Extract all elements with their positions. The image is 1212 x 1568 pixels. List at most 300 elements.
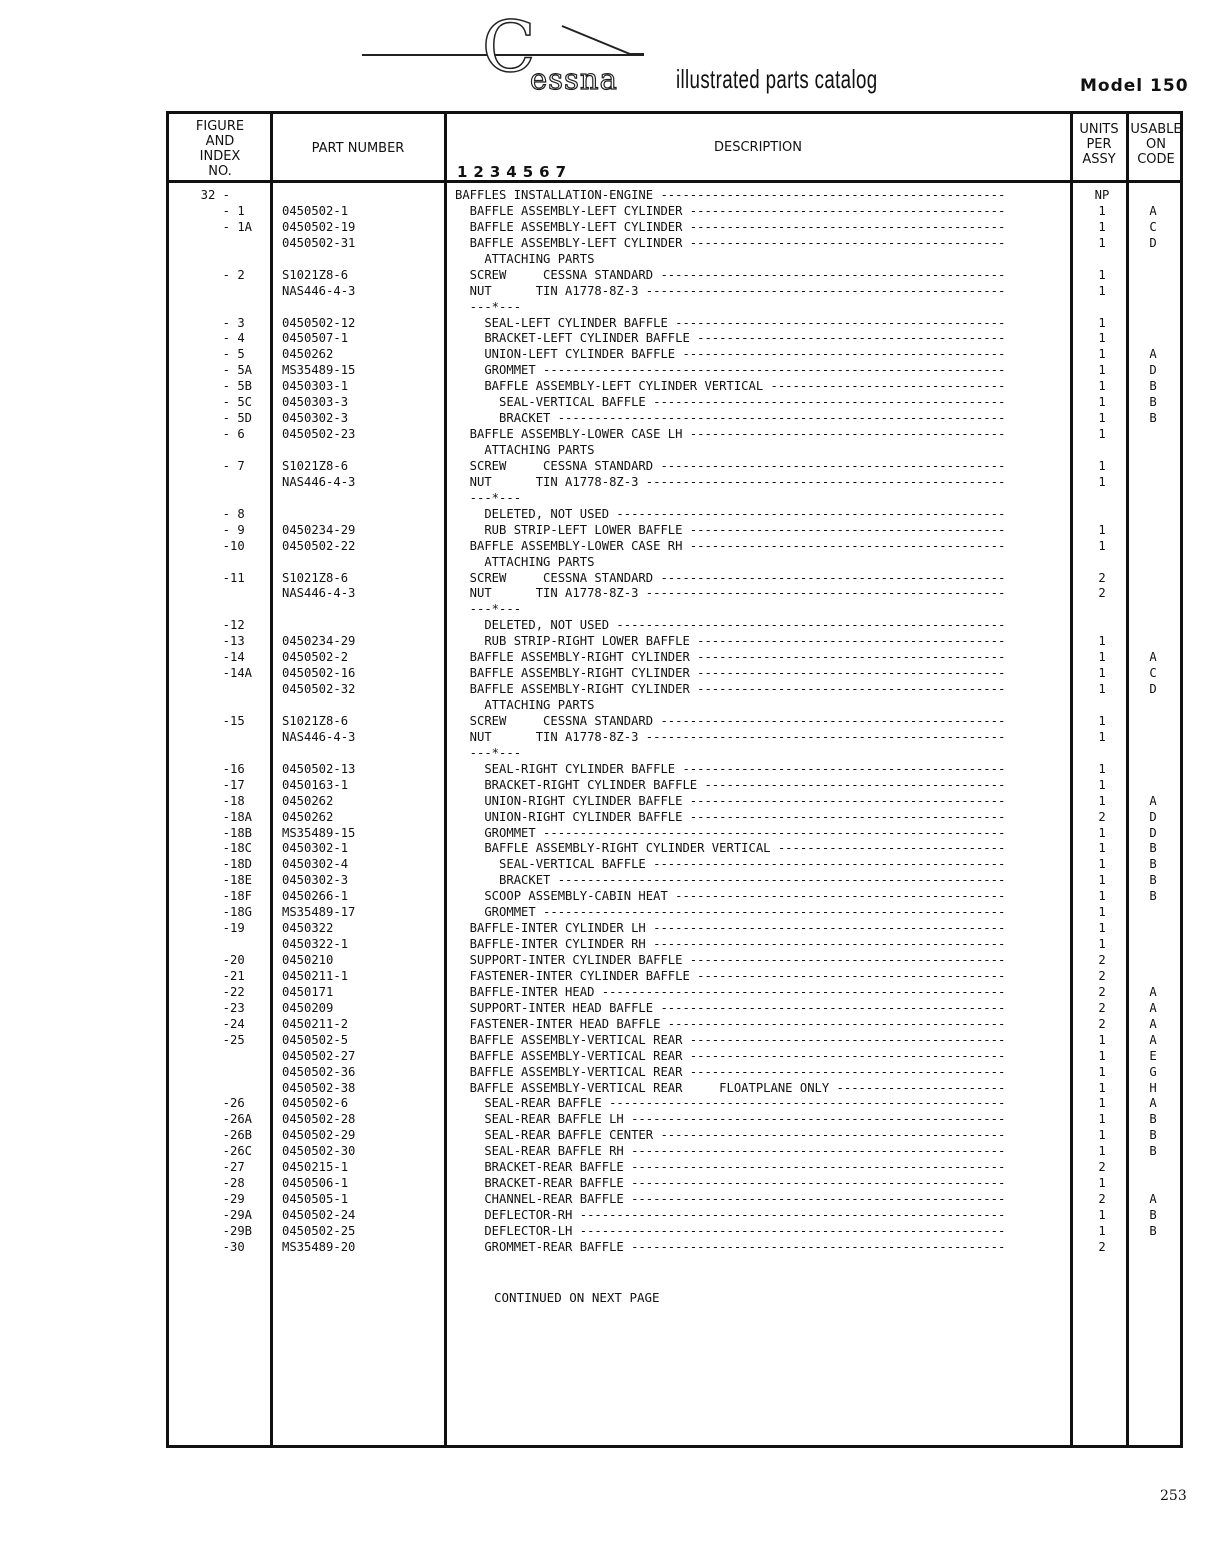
- part-description: DEFLECTOR-RH ----------------------------------------------------------: [455, 1208, 1006, 1222]
- table-row: [0, 698, 1212, 714]
- part-number: 0450215-1: [282, 1160, 349, 1175]
- units-per-assy: 1: [1098, 538, 1106, 553]
- part-description: GROMMET ---------------------------------------------------------------: [455, 905, 1006, 920]
- figure-index: -29A: [222, 1208, 252, 1222]
- figure-index: - 1: [222, 203, 252, 218]
- part-number: 0450502-31: [282, 235, 356, 250]
- figure-index: -17: [222, 777, 252, 792]
- units-per-assy: 1: [1098, 347, 1106, 362]
- part-description: SCOOP ASSEMBLY-CABIN HEAT ---------------------------------------------: [455, 889, 1006, 904]
- figure-index: -19: [222, 921, 252, 936]
- table-row: [0, 363, 1212, 379]
- table-row: [0, 810, 1212, 826]
- part-description: SCREW CESSNA STANDARD -----------------------------------------------: [455, 570, 1006, 585]
- units-per-assy: 1: [1098, 777, 1106, 792]
- table-row: [0, 586, 1212, 602]
- units-per-assy: 1: [1098, 411, 1106, 426]
- part-number: MS35489-20: [282, 1239, 356, 1254]
- units-per-assy: 1: [1098, 458, 1106, 473]
- figure-index: 32 -: [200, 188, 252, 202]
- figure-index: - 9: [222, 522, 252, 537]
- table-row: [0, 268, 1212, 284]
- col-header-description: DESCRIPTION: [714, 140, 802, 155]
- part-description: BAFFLE ASSEMBLY-RIGHT CYLINDER ------------------------------------------: [455, 666, 1006, 681]
- units-per-assy: 1: [1098, 921, 1106, 936]
- table-row: [0, 395, 1212, 411]
- model-label: Model 150: [1080, 76, 1189, 96]
- part-description: BAFFLE ASSEMBLY-RIGHT CYLINDER ------------------------------------------: [455, 650, 1006, 665]
- part-description: SEAL-REAR BAFFLE CENTER -----------------------------------------------: [455, 1128, 1006, 1143]
- table-row: [0, 1017, 1212, 1033]
- figure-index: -26B: [222, 1128, 252, 1143]
- figure-index: -30: [222, 1239, 252, 1254]
- usable-on-code: A: [1149, 1096, 1157, 1111]
- figure-index: -21: [222, 968, 252, 983]
- part-number: 0450502-2: [282, 650, 349, 665]
- table-row: [0, 475, 1212, 491]
- units-per-assy: 1: [1098, 729, 1106, 744]
- part-description: FASTENER-INTER HEAD BAFFLE ----------------------------------------------: [455, 1016, 1006, 1031]
- units-per-assy: 1: [1098, 713, 1106, 728]
- part-description: BRACKET -------------------------------------------------------------: [455, 411, 1006, 426]
- usable-on-code: B: [1149, 841, 1157, 856]
- table-row: [0, 826, 1212, 842]
- part-description: BAFFLES INSTALLATION-ENGINE -----------------------------------------------: [455, 188, 1006, 202]
- figure-index: -10: [222, 538, 252, 553]
- part-description: SEAL-REAR BAFFLE LH ---------------------------------------------------: [455, 1112, 1006, 1127]
- table-row: [0, 714, 1212, 730]
- part-description: UNION-LEFT CYLINDER BAFFLE --------------------------------------------: [455, 347, 1006, 362]
- part-number: 0450502-16: [282, 666, 356, 681]
- units-per-assy: 1: [1098, 235, 1106, 250]
- table-row: [0, 188, 1212, 204]
- part-number: 0450502-38: [282, 1080, 356, 1095]
- figure-index: -11: [222, 570, 252, 585]
- units-per-assy: 1: [1098, 331, 1106, 346]
- part-description: SEAL-REAR BAFFLE ------------------------------------------------------: [455, 1096, 1006, 1111]
- part-description: UNION-RIGHT CYLINDER BAFFLE -------------------------------------------: [455, 809, 1006, 824]
- usable-on-code: B: [1149, 411, 1157, 426]
- table-row: [0, 1049, 1212, 1065]
- units-per-assy: 1: [1098, 1144, 1106, 1159]
- part-description: NUT TIN A1778-8Z-3 -------------------------------------------------: [455, 729, 1006, 744]
- units-per-assy: 1: [1098, 363, 1106, 378]
- units-per-assy: 1: [1098, 905, 1106, 920]
- table-row: [0, 634, 1212, 650]
- part-number: 0450303-1: [282, 379, 349, 394]
- part-number: 0450171: [282, 984, 334, 999]
- table-row: [0, 427, 1212, 443]
- part-description: GROMMET ---------------------------------------------------------------: [455, 825, 1006, 840]
- part-description: BAFFLE ASSEMBLY-LEFT CYLINDER -------------------------------------------: [455, 235, 1006, 250]
- table-row: [0, 1208, 1212, 1224]
- logo-arrow-icon: [560, 20, 650, 60]
- units-per-assy: 1: [1098, 634, 1106, 649]
- part-number: 0450502-6: [282, 1096, 349, 1111]
- usable-on-code: B: [1149, 889, 1157, 904]
- part-number: S1021Z8-6: [282, 267, 349, 282]
- usable-on-code: B: [1149, 1208, 1157, 1222]
- table-row: [0, 1160, 1212, 1176]
- usable-on-code: B: [1149, 1223, 1157, 1238]
- part-description: ATTACHING PARTS: [455, 251, 595, 266]
- table-row: [0, 1001, 1212, 1017]
- part-number: 0450506-1: [282, 1176, 349, 1191]
- part-description: DELETED, NOT USED -----------------------------------------------------: [455, 618, 1006, 633]
- part-number: 0450302-3: [282, 411, 349, 426]
- units-per-assy: 2: [1098, 809, 1106, 824]
- part-number: 0450502-22: [282, 538, 356, 553]
- figure-index: -18C: [222, 841, 252, 856]
- col-header-part-number: PART NUMBER: [311, 141, 405, 156]
- table-row: [0, 953, 1212, 969]
- units-per-assy: 1: [1098, 203, 1106, 218]
- figure-index: - 5D: [222, 411, 252, 426]
- figure-index: -24: [222, 1016, 252, 1031]
- table-row: [0, 284, 1212, 300]
- units-per-assy: 1: [1098, 1128, 1106, 1143]
- figure-index: -14: [222, 650, 252, 665]
- table-row: [0, 650, 1212, 666]
- part-description: BRACKET-RIGHT CYLINDER BAFFLE -----------------------------------------: [455, 777, 1006, 792]
- usable-on-code: D: [1149, 809, 1157, 824]
- part-number: 0450502-27: [282, 1048, 356, 1063]
- part-number: 0450502-36: [282, 1064, 356, 1079]
- figure-index: -29B: [222, 1223, 252, 1238]
- table-row: [0, 507, 1212, 523]
- units-per-assy: 1: [1098, 1032, 1106, 1047]
- part-description: UNION-RIGHT CYLINDER BAFFLE -------------------------------------------: [455, 793, 1006, 808]
- page-header: [0, 0, 1212, 110]
- part-description: BAFFLE ASSEMBLY-VERTICAL REAR -------------------------------------------: [455, 1032, 1006, 1047]
- part-description: BRACKET-LEFT CYLINDER BAFFLE ------------------------------------------: [455, 331, 1006, 346]
- table-row: [0, 762, 1212, 778]
- figure-index: -18: [222, 793, 252, 808]
- part-description: BAFFLE ASSEMBLY-LOWER CASE LH -------------------------------------------: [455, 427, 1006, 442]
- part-description: GROMMET ---------------------------------------------------------------: [455, 363, 1006, 378]
- table-row: [0, 730, 1212, 746]
- figure-index: -15: [222, 713, 252, 728]
- figure-index: -29: [222, 1192, 252, 1207]
- units-per-assy: 2: [1098, 984, 1106, 999]
- part-number: 0450502-32: [282, 682, 356, 697]
- table-row: [0, 1224, 1212, 1240]
- table-row: [0, 459, 1212, 475]
- table-row: [0, 682, 1212, 698]
- part-number: 0450502-19: [282, 219, 356, 234]
- part-description: SCREW CESSNA STANDARD -----------------------------------------------: [455, 713, 1006, 728]
- part-number: 0450302-4: [282, 857, 349, 872]
- figure-index: - 6: [222, 427, 252, 442]
- table-row: [0, 379, 1212, 395]
- units-per-assy: 2: [1098, 1239, 1106, 1254]
- catalog-title: illustrated parts catalog: [676, 64, 878, 94]
- table-row: [0, 1096, 1212, 1112]
- table-row: [0, 666, 1212, 682]
- part-number: 0450505-1: [282, 1192, 349, 1207]
- part-description: BAFFLE-INTER HEAD -------------------------------------------------------: [455, 984, 1006, 999]
- usable-on-code: D: [1149, 682, 1157, 697]
- part-description: BAFFLE ASSEMBLY-VERTICAL REAR FLOATPLANE ONLY -----------------------: [455, 1080, 1006, 1095]
- page-number: 253: [1160, 1488, 1187, 1504]
- table-row: [0, 316, 1212, 332]
- figure-index: -20: [222, 953, 252, 967]
- continued-note: CONTINUED ON NEXT PAGE: [494, 1290, 660, 1305]
- part-description: SCREW CESSNA STANDARD -----------------------------------------------: [455, 458, 1006, 473]
- part-number: 0450502-28: [282, 1112, 356, 1127]
- table-row: [0, 220, 1212, 236]
- table-row: [0, 1081, 1212, 1097]
- table-row: [0, 873, 1212, 889]
- usable-on-code: B: [1149, 1112, 1157, 1127]
- usable-on-code: A: [1149, 347, 1157, 362]
- part-number: 0450302-3: [282, 873, 349, 888]
- part-description: BAFFLE ASSEMBLY-LEFT CYLINDER -------------------------------------------: [455, 219, 1006, 234]
- logo-wordmark: essna: [530, 62, 618, 96]
- usable-on-code: D: [1149, 235, 1157, 250]
- usable-on-code: A: [1149, 203, 1157, 218]
- part-description: BAFFLE-INTER CYLINDER LH ------------------------------------------------: [455, 921, 1006, 936]
- table-row: [0, 491, 1212, 507]
- part-number: 0450210: [282, 953, 334, 967]
- units-per-assy: 1: [1098, 1048, 1106, 1063]
- col-header-units: UNITS PER ASSY: [1079, 122, 1119, 167]
- part-description: SEAL-RIGHT CYLINDER BAFFLE --------------------------------------------: [455, 761, 1006, 776]
- usable-on-code: D: [1149, 363, 1157, 378]
- part-number: 0450502-1: [282, 203, 349, 218]
- part-number: 0450502-24: [282, 1208, 356, 1222]
- table-row: [0, 555, 1212, 571]
- usable-on-code: D: [1149, 825, 1157, 840]
- table-row: [0, 857, 1212, 873]
- table-row: [0, 1128, 1212, 1144]
- units-per-assy: 1: [1098, 682, 1106, 697]
- units-per-assy: 2: [1098, 1000, 1106, 1015]
- part-number: 0450163-1: [282, 777, 349, 792]
- logo-initial: C: [482, 6, 536, 88]
- part-number: MS35489-15: [282, 363, 356, 378]
- part-number: NAS446-4-3: [282, 586, 356, 601]
- usable-on-code: B: [1149, 1128, 1157, 1143]
- parts-list: [0, 188, 1212, 1256]
- figure-index: -18E: [222, 873, 252, 888]
- part-description: ATTACHING PARTS: [455, 554, 595, 569]
- figure-index: - 5A: [222, 363, 252, 378]
- table-row: [0, 1112, 1212, 1128]
- part-number: 0450262: [282, 347, 334, 362]
- figure-index: - 8: [222, 506, 252, 521]
- table-row: [0, 300, 1212, 316]
- part-description: BAFFLE ASSEMBLY-VERTICAL REAR -------------------------------------------: [455, 1064, 1006, 1079]
- units-per-assy: 1: [1098, 522, 1106, 537]
- units-per-assy: 1: [1098, 1112, 1106, 1127]
- units-per-assy: 1: [1098, 841, 1106, 856]
- col-header-figure: FIGURE AND INDEX NO.: [195, 119, 245, 179]
- table-row: [0, 1144, 1212, 1160]
- part-description: NUT TIN A1778-8Z-3 -------------------------------------------------: [455, 474, 1006, 489]
- usable-on-code: A: [1149, 1192, 1157, 1207]
- figure-index: -14A: [222, 666, 252, 681]
- usable-on-code: A: [1149, 1000, 1157, 1015]
- units-per-assy: 1: [1098, 1223, 1106, 1238]
- part-number: 0450262: [282, 809, 334, 824]
- part-description: RUB STRIP-LEFT LOWER BAFFLE -------------------------------------------: [455, 522, 1006, 537]
- figure-index: -18D: [222, 857, 252, 872]
- part-description: DELETED, NOT USED -----------------------------------------------------: [455, 506, 1006, 521]
- part-number: 0450322: [282, 921, 334, 936]
- part-number: S1021Z8-6: [282, 458, 349, 473]
- usable-on-code: A: [1149, 1016, 1157, 1031]
- part-description: GROMMET-REAR BAFFLE ---------------------------------------------------: [455, 1239, 1006, 1254]
- units-per-assy: 1: [1098, 1080, 1106, 1095]
- part-number: S1021Z8-6: [282, 570, 349, 585]
- part-number: S1021Z8-6: [282, 713, 349, 728]
- units-per-assy: 1: [1098, 873, 1106, 888]
- figure-index: -18A: [222, 809, 252, 824]
- units-per-assy: 1: [1098, 650, 1106, 665]
- table-row: [0, 969, 1212, 985]
- table-row: [0, 523, 1212, 539]
- part-description: BAFFLE ASSEMBLY-RIGHT CYLINDER VERTICAL -------------------------------: [455, 841, 1006, 856]
- part-description: SEAL-LEFT CYLINDER BAFFLE ---------------------------------------------: [455, 315, 1006, 330]
- table-row: [0, 889, 1212, 905]
- usable-on-code: A: [1149, 1032, 1157, 1047]
- figure-index: - 5C: [222, 395, 252, 410]
- part-description: ---*---: [455, 299, 522, 314]
- figure-index: -13: [222, 634, 252, 649]
- units-per-assy: 1: [1098, 395, 1106, 410]
- usable-on-code: C: [1149, 219, 1157, 234]
- figure-index: -26A: [222, 1112, 252, 1127]
- units-per-assy: 1: [1098, 666, 1106, 681]
- part-description: BRACKET -------------------------------------------------------------: [455, 873, 1006, 888]
- part-description: ---*---: [455, 602, 522, 617]
- part-description: SUPPORT-INTER CYLINDER BAFFLE -------------------------------------------: [455, 953, 1006, 967]
- units-per-assy: 1: [1098, 267, 1106, 282]
- units-per-assy: 2: [1098, 586, 1106, 601]
- usable-on-code: A: [1149, 793, 1157, 808]
- units-per-assy: 1: [1098, 1096, 1106, 1111]
- table-row: [0, 411, 1212, 427]
- part-number: 0450502-23: [282, 427, 356, 442]
- table-row: [0, 204, 1212, 220]
- usable-on-code: B: [1149, 395, 1157, 410]
- table-row: [0, 937, 1212, 953]
- units-per-assy: 1: [1098, 793, 1106, 808]
- part-number: 0450502-25: [282, 1223, 356, 1238]
- figure-index: -27: [222, 1160, 252, 1175]
- units-per-assy: 1: [1098, 937, 1106, 952]
- part-number: 0450302-1: [282, 841, 349, 856]
- figure-index: - 3: [222, 315, 252, 330]
- part-number: NAS446-4-3: [282, 474, 356, 489]
- table-row: [0, 1065, 1212, 1081]
- figure-index: -22: [222, 984, 252, 999]
- table-row: [0, 252, 1212, 268]
- part-number: 0450502-30: [282, 1144, 356, 1159]
- units-per-assy: 1: [1098, 761, 1106, 776]
- units-per-assy: 1: [1098, 825, 1106, 840]
- units-per-assy: 1: [1098, 1208, 1106, 1222]
- figure-index: - 5B: [222, 379, 252, 394]
- part-description: SCREW CESSNA STANDARD -----------------------------------------------: [455, 267, 1006, 282]
- header-rule: [166, 180, 1183, 183]
- table-row: [0, 841, 1212, 857]
- figure-index: - 4: [222, 331, 252, 346]
- figure-index: -26C: [222, 1144, 252, 1159]
- figure-index: -26: [222, 1096, 252, 1111]
- figure-index: -28: [222, 1176, 252, 1191]
- table-row: [0, 602, 1212, 618]
- usable-on-code: B: [1149, 873, 1157, 888]
- table-row: [0, 985, 1212, 1001]
- usable-on-code: A: [1149, 984, 1157, 999]
- part-description: DEFLECTOR-LH ----------------------------------------------------------: [455, 1223, 1006, 1238]
- units-per-assy: NP: [1094, 188, 1110, 202]
- table-row: [0, 905, 1212, 921]
- part-number: 0450502-5: [282, 1032, 349, 1047]
- figure-index: -18F: [222, 889, 252, 904]
- part-description: NUT TIN A1778-8Z-3 -------------------------------------------------: [455, 283, 1006, 298]
- part-description: BAFFLE ASSEMBLY-LEFT CYLINDER -------------------------------------------: [455, 203, 1006, 218]
- part-number: 0450262: [282, 793, 334, 808]
- part-description: BAFFLE ASSEMBLY-VERTICAL REAR -------------------------------------------: [455, 1048, 1006, 1063]
- part-description: NUT TIN A1778-8Z-3 -------------------------------------------------: [455, 586, 1006, 601]
- units-per-assy: 1: [1098, 474, 1106, 489]
- figure-index: - 7: [222, 458, 252, 473]
- part-number: 0450502-29: [282, 1128, 356, 1143]
- units-per-assy: 1: [1098, 219, 1106, 234]
- units-per-assy: 1: [1098, 283, 1106, 298]
- part-number: 0450234-29: [282, 522, 356, 537]
- units-per-assy: 2: [1098, 953, 1106, 967]
- table-row: [0, 746, 1212, 762]
- units-per-assy: 1: [1098, 889, 1106, 904]
- table-row: [0, 794, 1212, 810]
- part-description: BRACKET-REAR BAFFLE ---------------------------------------------------: [455, 1160, 1006, 1175]
- part-description: SEAL-VERTICAL BAFFLE ------------------------------------------------: [455, 395, 1006, 410]
- part-description: ATTACHING PARTS: [455, 443, 595, 457]
- part-description: BAFFLE ASSEMBLY-RIGHT CYLINDER ------------------------------------------: [455, 682, 1006, 697]
- table-row: [0, 1033, 1212, 1049]
- table-row: [0, 331, 1212, 347]
- part-description: CHANNEL-REAR BAFFLE ---------------------------------------------------: [455, 1192, 1006, 1207]
- part-description: RUB STRIP-RIGHT LOWER BAFFLE ------------------------------------------: [455, 634, 1006, 649]
- figure-index: -23: [222, 1000, 252, 1015]
- part-number: 0450211-1: [282, 968, 349, 983]
- figure-index: -16: [222, 761, 252, 776]
- part-description: BAFFLE-INTER CYLINDER RH ------------------------------------------------: [455, 937, 1006, 952]
- part-number: NAS446-4-3: [282, 729, 356, 744]
- part-description: FASTENER-INTER CYLINDER BAFFLE ------------------------------------------: [455, 968, 1006, 983]
- table-row: [0, 236, 1212, 252]
- part-number: 0450211-2: [282, 1016, 349, 1031]
- usable-on-code: B: [1149, 857, 1157, 872]
- units-per-assy: 2: [1098, 1016, 1106, 1031]
- part-number: MS35489-17: [282, 905, 356, 920]
- part-number: 0450209: [282, 1000, 334, 1015]
- units-per-assy: 2: [1098, 968, 1106, 983]
- units-per-assy: 1: [1098, 1064, 1106, 1079]
- table-row: [0, 539, 1212, 555]
- units-per-assy: 1: [1098, 427, 1106, 442]
- usable-on-code: A: [1149, 650, 1157, 665]
- col-header-usable: USABLE ON CODE: [1130, 122, 1182, 167]
- part-number: 0450502-13: [282, 761, 356, 776]
- part-description: BAFFLE ASSEMBLY-LEFT CYLINDER VERTICAL --------------------------------: [455, 379, 1006, 394]
- part-description: SUPPORT-INTER HEAD BAFFLE -----------------------------------------------: [455, 1000, 1006, 1015]
- table-row: [0, 778, 1212, 794]
